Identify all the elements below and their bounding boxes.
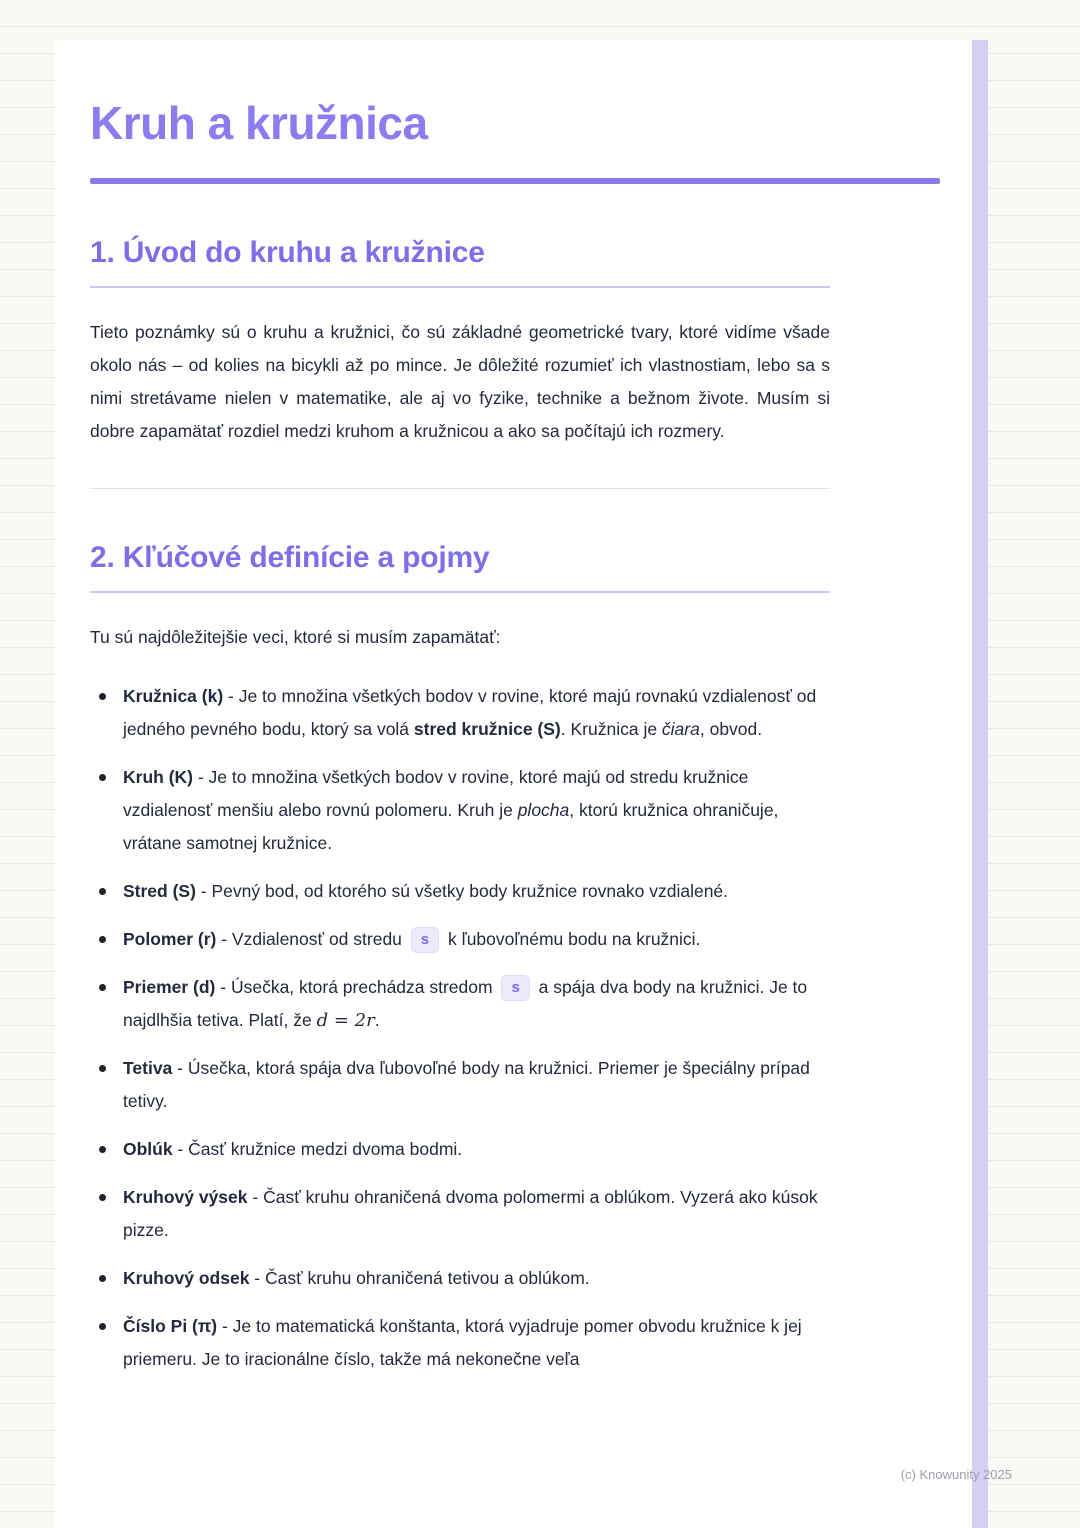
term-label: Kruhový výsek (123, 1186, 248, 1207)
list-item (90, 875, 830, 908)
list-item (90, 971, 830, 1037)
term-label: Polomer (r) (123, 928, 217, 949)
definition-text: , obvod. (699, 718, 763, 739)
copyright-footer: (c) Knowunity 2025 (900, 1467, 1012, 1482)
center-point-badge: s (411, 927, 439, 953)
section-2-heading: 2. Kľúčové definície a pojmy (90, 541, 830, 593)
list-item (90, 1181, 830, 1247)
definition-text: - Úsečka, ktorá prechádza stredom (215, 976, 498, 997)
definition-text: - Pevný bod, od ktorého sú všetky body kružnice rovnako vzdialené. (195, 880, 729, 901)
definition-text: a spája dva body na kružnici. Je to najdlhšia tetiva. Platí, že (123, 976, 808, 1030)
list-item (90, 1052, 830, 1118)
term-label: Číslo Pi (π) (123, 1315, 218, 1336)
definition-text: čiara (661, 718, 700, 739)
definition-text: - Časť kruhu ohraničená tetivou a oblúkom. (249, 1267, 590, 1288)
title-underline-bar (90, 178, 940, 184)
definition-text: plocha (517, 799, 570, 820)
section-1-heading: 1. Úvod do kruhu a kružnice (90, 236, 830, 288)
definition-text: - Je to množina všetkých bodov v rovine, ktoré majú rovnakú vzdialenosť od jedného pevného bodu, ktorý sa volá (123, 685, 817, 739)
definition-text: . (374, 1009, 380, 1030)
term-label: stred kružnice (S) (413, 718, 561, 739)
term-label: Kruhový odsek (123, 1267, 250, 1288)
intro-paragraph: Tieto poznámky sú o kruhu a kružnici, čo sú základné geometrické tvary, ktoré vidíme všade okolo nás – od kolies na bicykli až po mince. Je dôležité rozumieť ich vlastnostiam, lebo sa s nimi stretávame nielen v matematike, ale aj vo fyzike, technike a bežnom živote. Musím si dobre zapamätať rozdiel medzi kruhom a kružnicou a ako sa počítajú ich rozmery. (90, 321, 830, 441)
definition-text: k ľubovoľnému bodu na kružnici. (443, 928, 701, 949)
definition-text: - Vzdialenosť od stredu (216, 928, 407, 949)
definition-text: - Je to množina všetkých bodov v rovine, ktoré majú od stredu kružnice vzdialenosť menšiu alebo rovnú polomeru. Kruh je (123, 766, 749, 820)
definition-text: - Je to matematická konštanta, ktorá vyjadruje pomer obvodu kružnice k jej priemeru. Je to iracionálne číslo, takže má nekonečne veľa (123, 1315, 802, 1369)
definitions-list (90, 680, 830, 1376)
definition-text: . Kružnica je (560, 718, 662, 739)
definition-text: - Časť kruhu ohraničená dvoma polomermi a oblúkom. Vyzerá ako kúsok pizze. (123, 1186, 818, 1240)
list-item (90, 761, 830, 860)
term-label: Oblúk (123, 1138, 173, 1159)
list-item (90, 1133, 830, 1166)
term-label: Tetiva (123, 1057, 173, 1078)
list-item (90, 1310, 830, 1376)
list-item (90, 923, 830, 956)
right-accent-strip (972, 40, 988, 1528)
page-title: Kruh a kružnica (90, 97, 428, 149)
term-label: Kruh (K) (123, 766, 193, 787)
term-label: Kružnica (k) (123, 685, 224, 706)
term-label: Priemer (d) (123, 976, 216, 997)
section-divider (90, 488, 830, 489)
list-item (90, 1262, 830, 1295)
definition-text: - Úsečka, ktorá spája dva ľubovoľné body na kružnici. Priemer je špeciálny prípad tetivy. (123, 1057, 810, 1111)
definition-text: , ktorú kružnica ohraničuje, vrátane samotnej kružnice. (123, 799, 779, 853)
definition-text: - Časť kružnice medzi dvoma bodmi. (172, 1138, 463, 1159)
document-card (55, 40, 972, 1528)
definitions-intro: Tu sú najdôležitejšie veci, ktoré si musím zapamätať: (90, 626, 501, 647)
formula-text: d = 2r (316, 1009, 375, 1031)
list-item (90, 680, 830, 746)
center-point-badge: s (501, 975, 529, 1001)
term-label: Stred (S) (123, 880, 196, 901)
